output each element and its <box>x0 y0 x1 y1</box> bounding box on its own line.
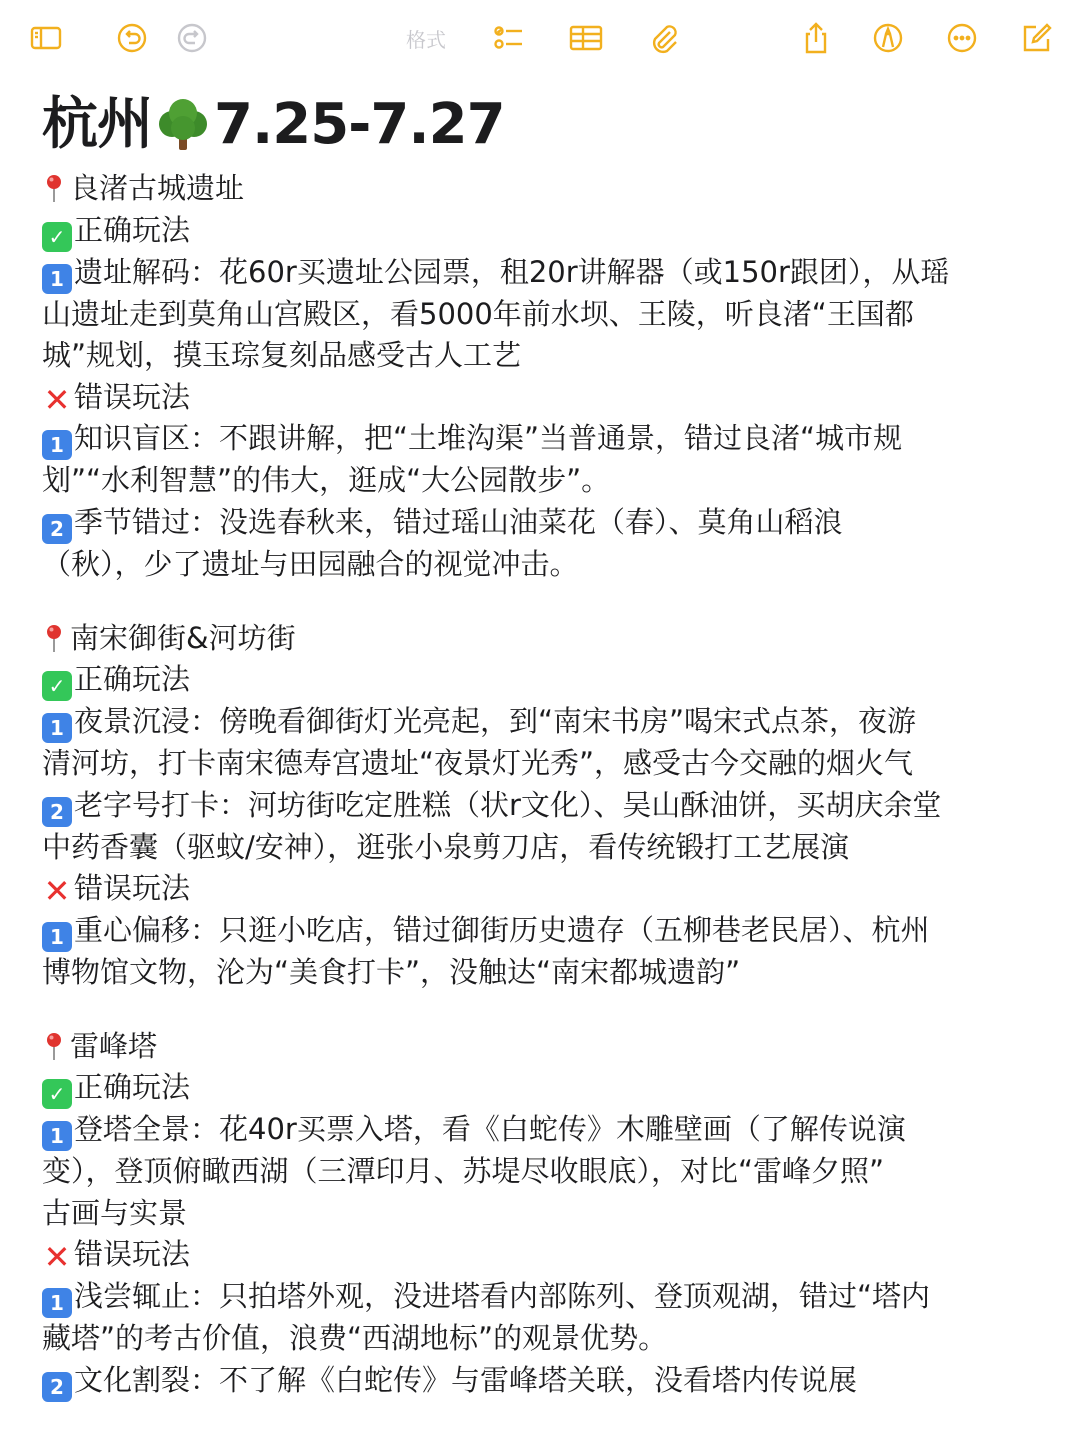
cross-icon: ✕ <box>43 380 71 419</box>
number-2-icon: 2 <box>42 514 72 544</box>
tip-text: 中药香囊（驱蚊/安神），逛张小泉剪刀店，看传统锻打工艺展演 <box>42 829 850 864</box>
place-name: 良渚古城遗址 <box>70 171 245 205</box>
tip-text: 季节错过：没选春秋来，错过瑶山油菜花（春）、莫角山稻浪 <box>74 504 843 539</box>
format-button[interactable]: 格式 <box>406 28 446 52</box>
check-icon: ✓ <box>42 671 72 701</box>
tip-line <box>42 335 1032 377</box>
number-2-icon: 2 <box>42 797 72 827</box>
tree-icon <box>154 96 212 154</box>
number-1-icon: 1 <box>42 1121 72 1151</box>
pin-icon <box>42 1031 66 1061</box>
tip-text: 老字号打卡：河坊街吃定胜糕（状r文化）、吴山酥油饼，买胡庆余堂 <box>74 787 942 822</box>
number-1-icon: 1 <box>42 430 72 460</box>
tip-line <box>42 1276 1032 1318</box>
place-heading <box>42 618 1032 660</box>
tip-text: 城”规划，摸玉琮复刻品感受古人工艺 <box>42 338 522 373</box>
pin-icon <box>42 623 66 653</box>
correct-heading <box>42 1067 1032 1109</box>
tip-line <box>42 1360 1032 1402</box>
tip-text: 古画与实景 <box>42 1195 188 1230</box>
compose-icon[interactable] <box>1016 18 1056 58</box>
number-1-icon: 1 <box>42 713 72 743</box>
markup-pen-icon[interactable] <box>868 18 908 58</box>
cross-icon: ✕ <box>43 1238 71 1277</box>
section-gap <box>42 586 1032 618</box>
sidebar-icon[interactable] <box>26 18 66 58</box>
tip-text: 山遗址走到莫角山宫殿区，看5000年前水坝、王陵，听良渚“王国都 <box>42 296 914 331</box>
tip-text: 变），登顶俯瞰西湖（三潭印月、苏堤尽收眼底），对比“雷峰夕照” <box>42 1154 885 1189</box>
number-1-icon: 1 <box>42 1288 72 1318</box>
checklist-icon[interactable] <box>488 18 528 58</box>
note-body <box>42 168 1032 1402</box>
tip-line <box>42 1193 1032 1235</box>
check-icon: ✓ <box>42 1079 72 1109</box>
correct-heading <box>42 210 1032 252</box>
cross-icon: ✕ <box>43 872 71 911</box>
title-dates: 7.25-7.27 <box>214 92 505 157</box>
tip-line <box>42 1151 1032 1193</box>
tip-line <box>42 502 1032 544</box>
tip-text: 遗址解码：花60r买遗址公园票，租20r讲解器（或150r跟团），从瑶 <box>74 254 950 289</box>
tip-line <box>42 252 1032 294</box>
tip-text: （秋），少了遗址与田园融合的视觉冲击。 <box>42 546 579 581</box>
tip-text: 划”“水利智慧”的伟大，逛成“大公园散步”。 <box>42 463 611 498</box>
tip-line <box>42 952 1032 994</box>
tip-text: 清河坊，打卡南宋德寿宫遗址“夜景灯光秀”，感受古今交融的烟火气 <box>42 746 914 781</box>
tip-text: 重心偏移：只逛小吃店，错过御街历史遗存（五柳巷老民居）、杭州 <box>74 912 930 947</box>
tip-line <box>42 418 1032 460</box>
place-name: 南宋御街&河坊街 <box>70 620 296 655</box>
correct-label: 正确玩法 <box>74 1070 191 1105</box>
tip-line <box>42 701 1032 743</box>
more-icon[interactable] <box>942 18 982 58</box>
tip-text: 浅尝辄止：只拍塔外观，没进塔看内部陈列、登顶观湖，错过“塔内 <box>74 1278 931 1313</box>
tip-line <box>42 294 1032 336</box>
correct-heading <box>42 659 1032 701</box>
tip-line <box>42 910 1032 952</box>
wrong-label: 错误玩法 <box>74 379 191 414</box>
undo-icon[interactable] <box>112 18 152 58</box>
correct-label: 正确玩法 <box>74 212 191 247</box>
place-heading <box>42 168 1032 210</box>
tip-text: 博物馆文物，沦为“美食打卡”，没触达“南宋都城遗韵” <box>42 954 741 989</box>
table-icon[interactable] <box>566 18 606 58</box>
wrong-heading <box>42 868 1032 910</box>
tip-line <box>42 743 1032 785</box>
pin-icon <box>42 173 66 203</box>
number-1-icon: 1 <box>42 264 72 294</box>
tip-line <box>42 460 1032 502</box>
tip-text: 夜景沉浸：傍晚看御街灯光亮起，到“南宋书房”喝宋式点茶，夜游 <box>74 704 917 739</box>
tip-text: 藏塔”的考古价值，浪费“西湖地标”的观景优势。 <box>42 1320 668 1355</box>
tip-line <box>42 1109 1032 1151</box>
place-name: 雷峰塔 <box>70 1028 158 1063</box>
correct-label: 正确玩法 <box>74 662 191 697</box>
note-content[interactable] <box>42 82 1032 1402</box>
wrong-heading <box>42 377 1032 419</box>
wrong-heading <box>42 1234 1032 1276</box>
wrong-label: 错误玩法 <box>74 1237 191 1272</box>
tip-line <box>42 827 1032 869</box>
tip-line <box>42 544 1032 586</box>
check-icon: ✓ <box>42 222 72 252</box>
tip-text: 文化割裂：不了解《白蛇传》与雷峰塔关联，没看塔内传说展 <box>74 1362 858 1397</box>
note-title <box>42 82 1032 168</box>
share-icon[interactable] <box>796 18 836 58</box>
wrong-label: 错误玩法 <box>74 871 191 906</box>
number-1-icon: 1 <box>42 922 72 952</box>
title-city: 杭州 <box>42 92 152 157</box>
redo-icon[interactable] <box>172 18 212 58</box>
tip-line <box>42 785 1032 827</box>
notes-toolbar <box>0 0 1080 80</box>
number-2-icon: 2 <box>42 1372 72 1402</box>
tip-line <box>42 1318 1032 1360</box>
tip-text: 登塔全景：花40r买票入塔，看《白蛇传》木雕壁画（了解传说演 <box>74 1112 906 1147</box>
tip-text: 知识盲区：不跟讲解，把“土堆沟渠”当普通景，错过良渚“城市规 <box>74 421 903 456</box>
section-gap <box>42 994 1032 1026</box>
place-heading <box>42 1026 1032 1068</box>
attachment-icon[interactable] <box>642 18 682 58</box>
